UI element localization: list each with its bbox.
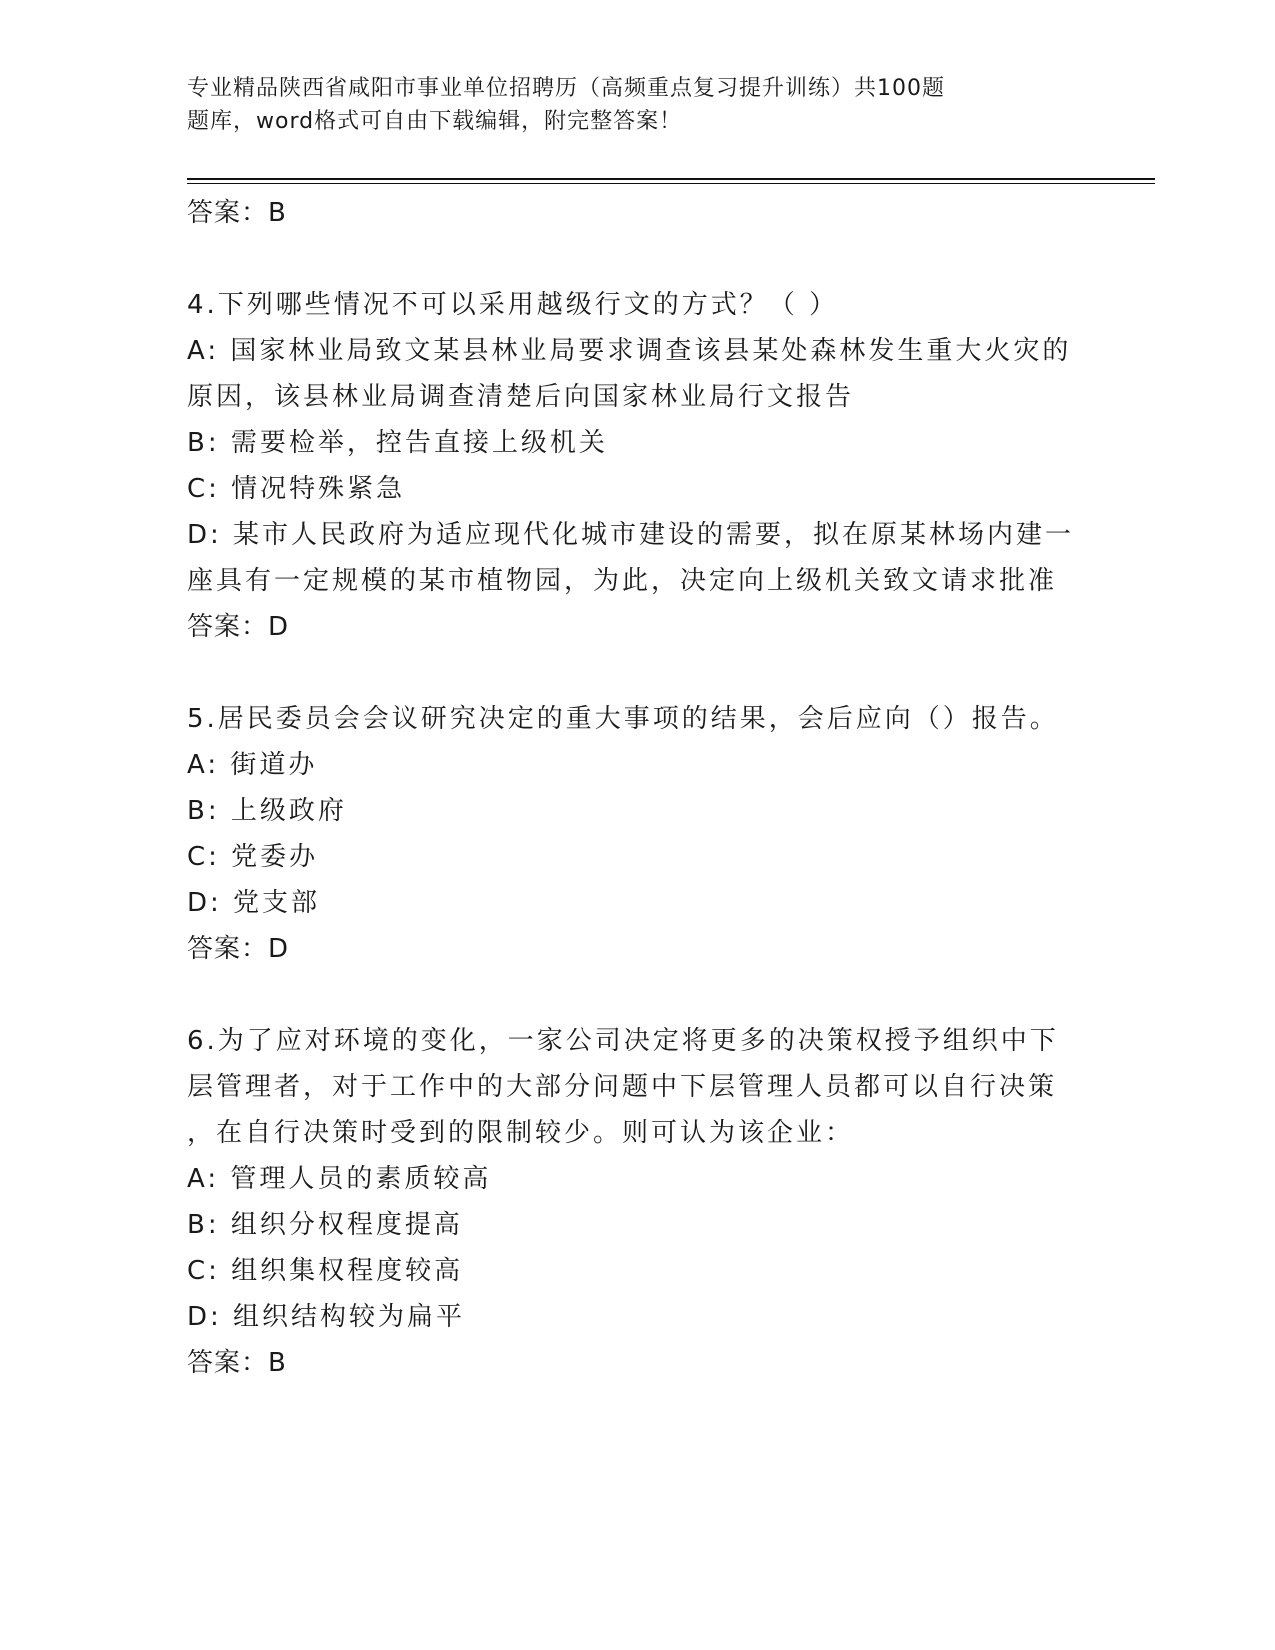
document-header <box>187 72 1017 138</box>
header-line-1: 专业精品陕西省咸阳市事业单位招聘历（高频重点复习提升训练）共100题 <box>187 76 945 101</box>
question-stem: 4.下列哪些情况不可以采用越级行文的方式？（ ） <box>187 290 839 320</box>
question-stem: 5.居民委员会会议研究决定的重大事项的结果，会后应向（）报告。 <box>187 704 1059 734</box>
spacer <box>187 236 1087 282</box>
header-line-2: 题库，word格式可自由下载编辑，附完整答案！ <box>187 109 683 134</box>
answer-q4: 答案：D <box>187 612 290 642</box>
answer-q6: 答案：B <box>187 1348 287 1378</box>
option-b: B: 上级政府 <box>187 796 347 826</box>
spacer <box>187 972 1087 1018</box>
question-4 <box>187 282 1087 650</box>
option-c: C: 情况特殊紧急 <box>187 474 406 504</box>
document-body <box>187 190 1087 1386</box>
question-stem-cont: 层管理者，对于工作中的大部分问题中下层管理人员都可以自行决策 <box>187 1072 1058 1102</box>
question-5 <box>187 696 1087 972</box>
option-d-cont: 座具有一定规模的某市植物园，为此，决定向上级机关致文请求批准 <box>187 566 1058 596</box>
question-6 <box>187 1018 1087 1386</box>
option-b: B: 组织分权程度提高 <box>187 1210 463 1240</box>
header-rule-thick <box>187 178 1155 180</box>
option-a: A: 国家林业局致文某县林业局要求调查该县某处森林发生重大火灾的 <box>187 336 1072 366</box>
option-d: D: 党支部 <box>187 888 321 918</box>
answer-q5: 答案：D <box>187 934 290 964</box>
header-rule-thin <box>187 183 1155 184</box>
answer-q3: 答案：B <box>187 198 287 228</box>
question-stem: 6.为了应对环境的变化，一家公司决定将更多的决策权授予组织中下 <box>187 1026 1059 1056</box>
option-d: D: 某市人民政府为适应现代化城市建设的需要，拟在原某林场内建一 <box>187 520 1075 550</box>
option-c: C: 党委办 <box>187 842 319 872</box>
option-a: A: 管理人员的素质较高 <box>187 1164 492 1194</box>
option-b: B: 需要检举，控告直接上级机关 <box>187 428 608 458</box>
option-a: A: 街道办 <box>187 750 318 780</box>
option-c: C: 组织集权程度较高 <box>187 1256 464 1286</box>
option-d: D: 组织结构较为扁平 <box>187 1302 466 1332</box>
question-stem-cont: ，在自行决策时受到的限制较少。则可认为该企业： <box>187 1118 855 1148</box>
option-a-cont: 原因，该县林业局调查清楚后向国家林业局行文报告 <box>187 382 855 412</box>
spacer <box>187 650 1087 696</box>
